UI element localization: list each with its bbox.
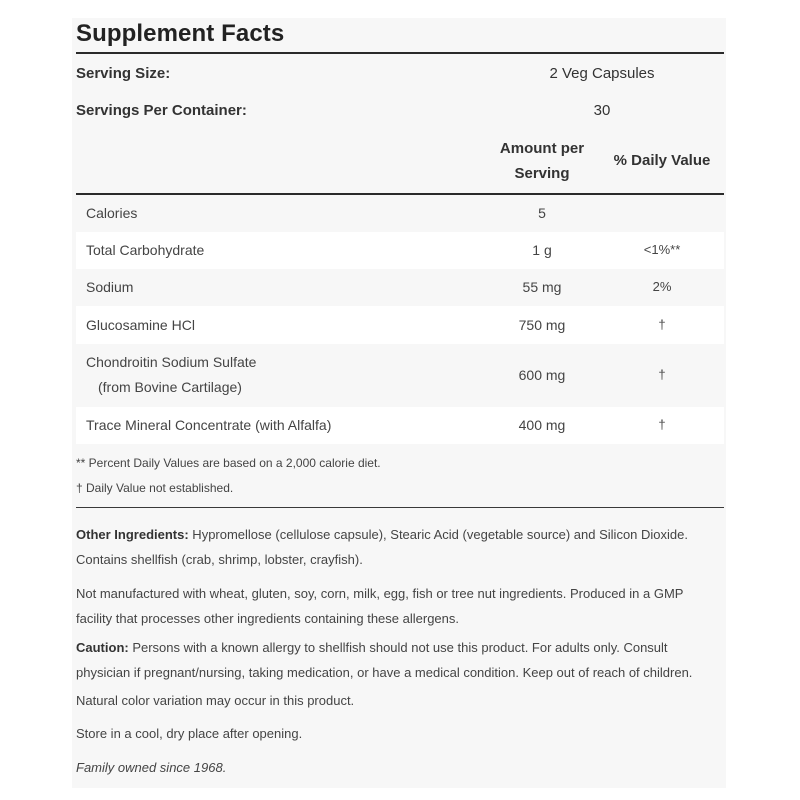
nutrient-amount: 55 mg	[522, 279, 562, 295]
nutrient-amount: 750 mg	[518, 317, 566, 333]
nutrient-name: Calories	[86, 205, 138, 221]
nutrient-amount: 5	[538, 205, 546, 221]
other-ingredients-label: Other Ingredients:	[76, 527, 189, 542]
other-ingredients	[76, 522, 726, 572]
supplement-facts-panel	[72, 18, 726, 788]
caution-line2: physician if pregnant/nursing, taking medication, or have a medical condition. Keep out of reach of children.	[76, 665, 693, 680]
table-row	[76, 195, 724, 232]
footnote-daily-value-not-established: † Daily Value not established.	[76, 481, 234, 495]
nutrient-name: Trace Mineral Concentrate (with Alfalfa)	[86, 417, 332, 433]
table-row	[76, 232, 724, 269]
nutrient-name: Total Carbohydrate	[86, 242, 205, 258]
nutrient-amount: 1 g	[532, 242, 552, 258]
page-title: Supplement Facts	[76, 20, 285, 47]
amount-header-line2: Serving	[514, 165, 570, 182]
family-owned-note	[76, 755, 726, 780]
nutrient-amount: 600 mg	[518, 367, 566, 383]
footnote-percent-daily-values: ** Percent Daily Values are based on a 2,000 calorie diet.	[76, 456, 381, 470]
serving-size-value: 2 Veg Capsules	[549, 65, 655, 82]
servings-per-container-label: Servings Per Container:	[76, 102, 247, 119]
shellfish-notice: Contains shellfish (crab, shrimp, lobster, crayfish).	[76, 552, 363, 567]
nutrient-amount: 400 mg	[518, 417, 566, 433]
title-divider	[76, 52, 724, 54]
nutrient-daily-value: †	[658, 417, 666, 432]
family-owned-text: Family owned since 1968.	[76, 760, 227, 775]
nutrient-daily-value: †	[658, 317, 666, 332]
allergen-note	[76, 581, 726, 631]
nutrient-name: Sodium	[86, 279, 134, 295]
nutrient-name: Glucosamine HCl	[86, 317, 195, 333]
other-ingredients-text: Hypromellose (cellulose capsule), Stearic Acid (vegetable source) and Silicon Dioxide.	[188, 527, 688, 542]
table-row	[76, 269, 724, 306]
amount-per-serving-header	[476, 136, 608, 186]
caution-note	[76, 635, 726, 685]
servings-per-container-value: 30	[593, 102, 611, 119]
nutrient-name-detail: (from Bovine Cartilage)	[98, 379, 242, 395]
allergen-note-line2: facility that processes other ingredients containing these allergens.	[76, 611, 459, 626]
amount-header-line1: Amount per	[499, 140, 585, 157]
caution-label: Caution:	[76, 640, 129, 655]
storage-note: Store in a cool, dry place after opening.	[76, 726, 303, 741]
allergen-note-line1: Not manufactured with wheat, gluten, soy, corn, milk, egg, fish or tree nut ingredients. Produced in a GMP	[76, 586, 684, 601]
nutrient-daily-value: <1%**	[643, 242, 681, 257]
table-row	[76, 306, 724, 344]
nutrient-daily-value: †	[658, 367, 666, 382]
serving-size-label: Serving Size:	[76, 65, 171, 82]
table-row	[76, 407, 724, 444]
table-row	[76, 344, 724, 407]
caution-text: Persons with a known allergy to shellfish should not use this product. For adults only. Consult	[128, 640, 668, 655]
nutrient-name: Chondroitin Sodium Sulfate	[86, 354, 257, 370]
footnotes-divider	[76, 507, 724, 508]
nutrient-daily-value: 2%	[652, 279, 672, 294]
color-variation-note: Natural color variation may occur in this product.	[76, 693, 355, 708]
daily-value-header: % Daily Value	[613, 152, 711, 169]
